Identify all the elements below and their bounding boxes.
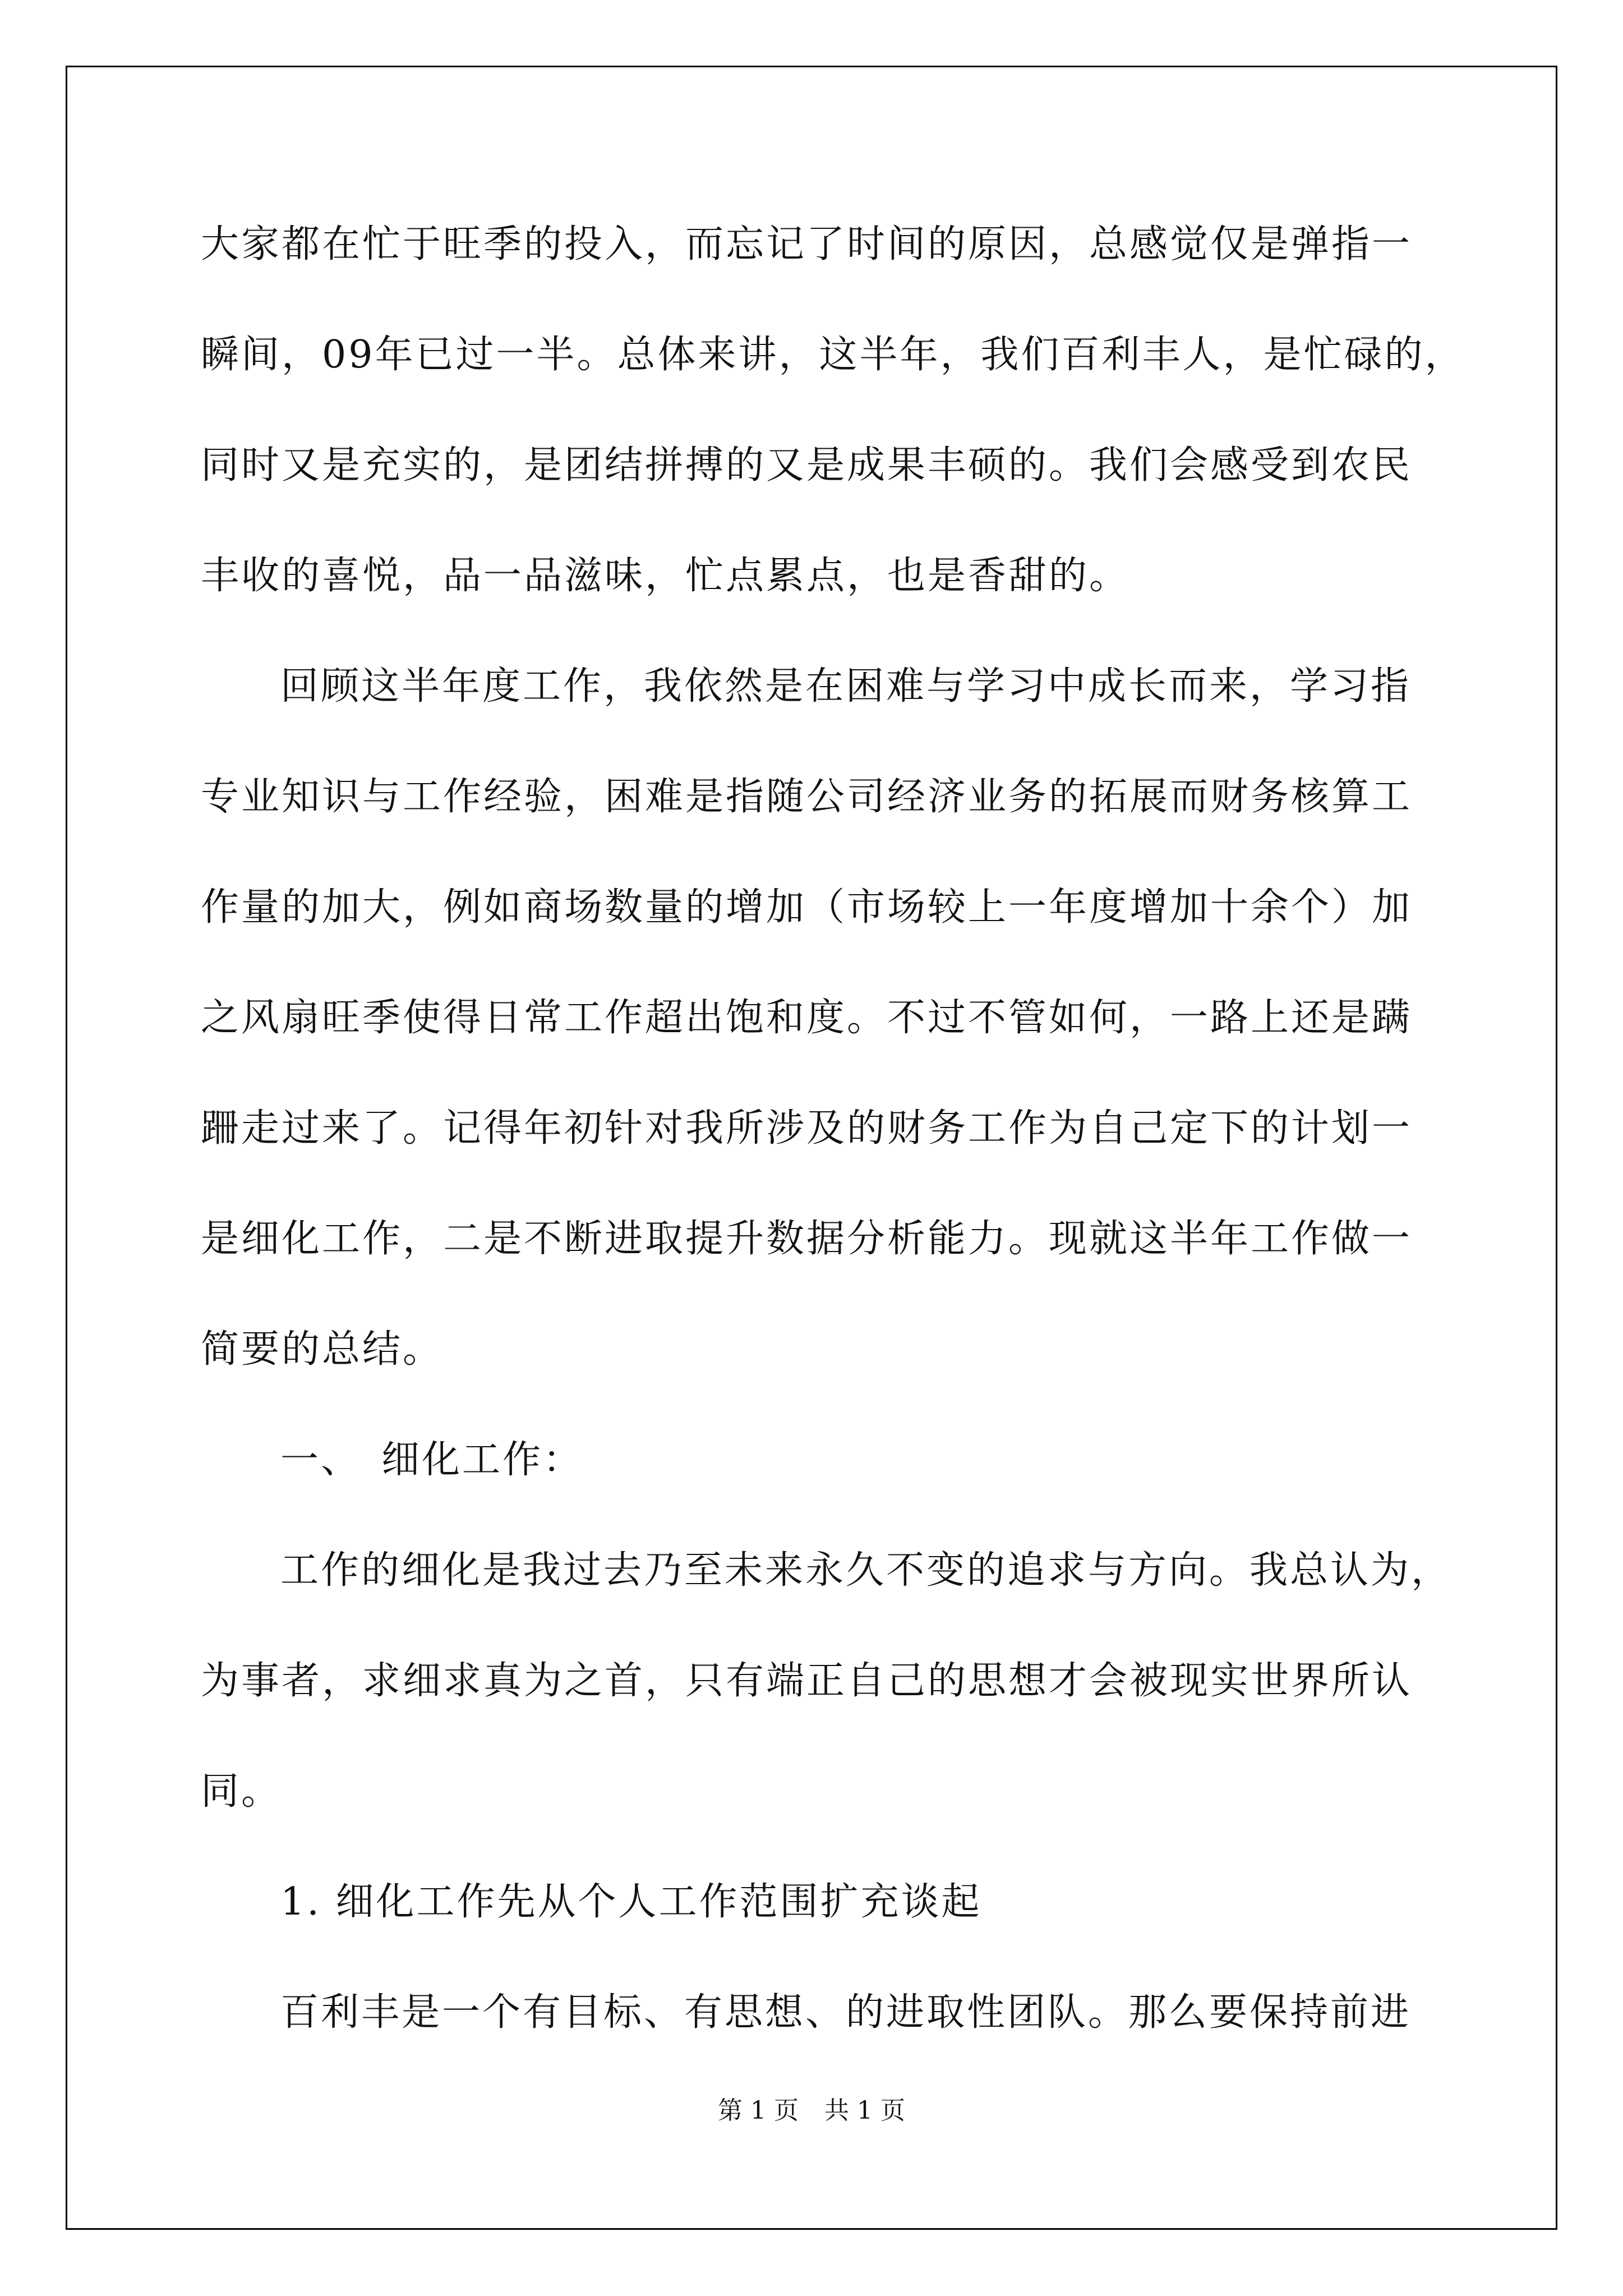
- page-number: 第 1 页: [718, 2096, 799, 2125]
- page-total: 共 1 页: [824, 2096, 905, 2125]
- paragraph-line: 回顾这半年度工作，我依然是在困难与学习中成长而来，学习指: [280, 664, 1412, 708]
- section-heading-number: 一、: [280, 1438, 362, 1482]
- page-footer: [0, 2095, 1623, 2127]
- paragraph-line: 同。: [201, 1769, 282, 1814]
- paragraph-line: 简要的总结。: [201, 1327, 444, 1372]
- section-heading-text: 细化工作：: [381, 1438, 584, 1482]
- paragraph-line: 跚走过来了。记得年初针对我所涉及的财务工作为自己定下的计划一: [201, 1106, 1413, 1151]
- paragraph-line: 百利丰是一个有目标、有思想、的进取性团队。那么要保持前进: [280, 1990, 1412, 2035]
- paragraph-line: 瞬间，09年已过一半。总体来讲，这半年，我们百利丰人，是忙碌的，: [201, 333, 1465, 377]
- paragraph-line: 大家都在忙于旺季的投入，而忘记了时间的原因，总感觉仅是弹指一: [201, 222, 1413, 266]
- paragraph-line: 工作的细化是我过去乃至未来永久不变的追求与方向。我总认为，: [280, 1548, 1452, 1593]
- paragraph-line: 作量的加大，例如商场数量的增加（市场较上一年度增加十余个）加: [201, 885, 1413, 930]
- subsection-heading: 1. 细化工作先从个人工作范围扩充谈起: [280, 1880, 982, 1924]
- paragraph-line: 为事者，求细求真为之首，只有端正自己的思想才会被现实世界所认: [201, 1659, 1413, 1703]
- paragraph-line: 专业知识与工作经验，困难是指随公司经济业务的拓展而财务核算工: [201, 775, 1413, 819]
- paragraph-line: 同时又是充实的，是团结拼搏的又是成果丰硕的。我们会感受到农民: [201, 443, 1413, 487]
- paragraph-line: 是细化工作，二是不断进取提升数据分析能力。现就这半年工作做一: [201, 1217, 1413, 1261]
- paragraph-line: 之风扇旺季使得日常工作超出饱和度。不过不管如何，一路上还是蹒: [201, 996, 1413, 1040]
- paragraph-line: 丰收的喜悦，品一品滋味，忙点累点，也是香甜的。: [201, 554, 1130, 598]
